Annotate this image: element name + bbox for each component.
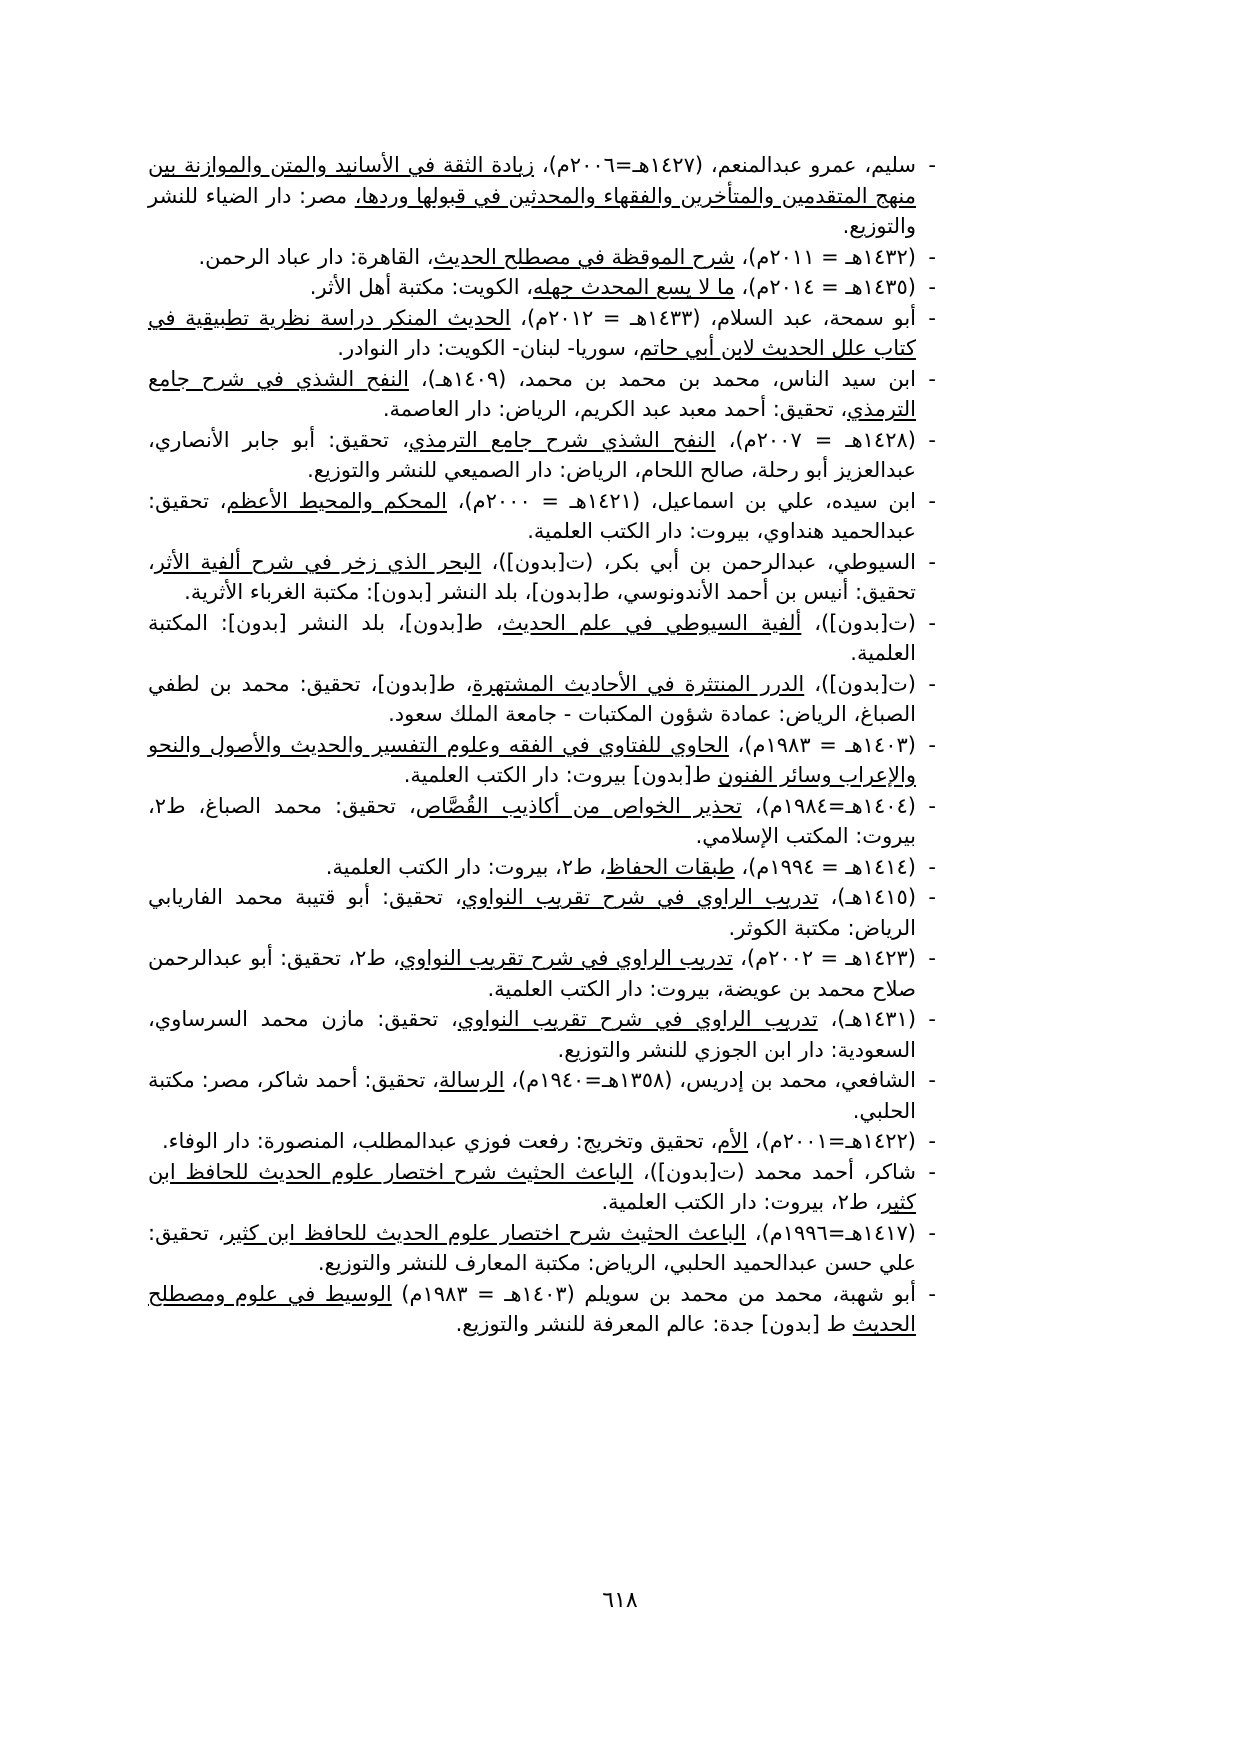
entry-dash: - bbox=[928, 1220, 936, 1245]
bibliography-entry bbox=[148, 730, 936, 791]
entry-text: ، ط٢، بيروت: دار الكتب العلمية. bbox=[325, 854, 606, 879]
entry-dash: - bbox=[928, 885, 936, 909]
entry-text: (١٤٣٢هـ = ٢٠١١م)، bbox=[734, 244, 916, 269]
bibliography-entry bbox=[148, 791, 936, 852]
entry-text: أبو شهبة، محمد من محمد بن سويلم (١٤٠٣هـ = ١٩٨٣م) bbox=[391, 1281, 916, 1306]
entry-text: ، ط[بدون]، بلد النشر [بدون]: المكتبة العلمية. bbox=[148, 610, 916, 665]
entry-text: (١٤٢٣هـ = ٢٠٠٢م)، bbox=[732, 946, 916, 970]
bibliography-entry bbox=[148, 1126, 936, 1157]
entry-dash: - bbox=[928, 427, 936, 452]
bibliography-entry bbox=[148, 1004, 936, 1065]
entry-dash: - bbox=[928, 1068, 936, 1092]
entry-title: الحاوي للفتاوي في الفقه وعلوم التفسير والحديث والأصول والنحو والإعراب وسائر الفنون bbox=[148, 732, 916, 787]
entry-title: النفح الشذي في شرح جامع الترمذي bbox=[148, 366, 916, 421]
bibliography-entry bbox=[148, 547, 936, 608]
bibliography-entry bbox=[148, 425, 936, 486]
entry-text: سليم، عمرو عبدالمنعم، (١٤٢٧هـ=٢٠٠٦م)، bbox=[534, 153, 916, 177]
entry-text: ، تحقيق: مازن محمد السرساوي، السعودية: دار ابن الجوزي للنشر والتوزيع. bbox=[148, 1007, 916, 1062]
entry-title: البحر الذي زخر في شرح ألفية الأثر bbox=[154, 549, 482, 574]
bibliography-entry bbox=[148, 303, 936, 364]
entry-text: ابن سيده، علي بن اسماعيل، (١٤٢١هـ = ٢٠٠٠م)، bbox=[447, 488, 916, 513]
entry-text: ط [بدون] جدة: عالم المعرفة للنشر والتوزيع. bbox=[455, 1312, 853, 1336]
entry-text: ، القاهرة: دار عباد الرحمن. bbox=[198, 244, 434, 269]
entry-title: الرسالة bbox=[438, 1068, 505, 1092]
entry-dash: - bbox=[928, 671, 936, 696]
entry-title: شرح الموقظة في مصطلح الحديث bbox=[433, 244, 735, 269]
entry-text: مصر: دار الضياء للنشر والتوزيع. bbox=[148, 183, 916, 238]
entry-title: المحكم والمحيط الأعظم bbox=[226, 488, 447, 513]
bibliography-entry bbox=[148, 150, 936, 242]
entry-text: ، الكويت: مكتبة أهل الأثر. bbox=[309, 275, 534, 299]
entry-text: ، تحقيق: علي حسن عبدالحميد الحلبي، الرياض: مكتبة المعارف للنشر والتوزيع. bbox=[148, 1220, 916, 1275]
bibliography-entry bbox=[148, 1065, 936, 1126]
entry-title: الأم bbox=[717, 1129, 749, 1153]
entry-text: (١٤٣١هـ)، bbox=[817, 1007, 917, 1031]
bibliography-entry bbox=[148, 943, 936, 1004]
entry-text: (١٤١٧هـ=١٩٩٦م)، bbox=[746, 1220, 916, 1245]
entry-text: ، تحقيق: أبو جابر الأنصاري، عبدالعزيز أبو رحلة، صالح اللحام، الرياض: دار الصميعي للنشر والتوزيع. bbox=[148, 427, 916, 482]
entry-text: ، تحقيق: عبدالحميد هنداوي، بيروت: دار الكتب العلمية. bbox=[148, 488, 916, 543]
entry-text: شاكر، أحمد محمد (ت[بدون])، bbox=[633, 1159, 916, 1184]
entry-dash: - bbox=[928, 946, 936, 970]
entry-text: (١٤٠٣هـ = ١٩٨٣م)، bbox=[728, 732, 916, 757]
entry-text: (١٤٢٨هـ = ٢٠٠٧م)، bbox=[715, 427, 916, 452]
entry-text: ، تحقيق: أحمد معبد عبد الكريم، الرياض: دار العاصمة. bbox=[382, 397, 848, 421]
entry-text: (١٤٢٢هـ=٢٠٠١م)، bbox=[748, 1129, 916, 1153]
entry-text: (١٤١٥هـ)، bbox=[818, 885, 917, 909]
entry-title: زيادة الثقة في الأسانيد والمتن والموازنة بين منهج المتقدمين والمتأخرين والفقهاء والمحدثين في قبولها وردها، bbox=[148, 153, 916, 208]
entry-title: طبقات الحفاظ bbox=[605, 854, 735, 879]
entry-text: ، ط٢، بيروت: دار الكتب العلمية. bbox=[601, 1190, 882, 1214]
entry-text: ط[بدون] بيروت: دار الكتب العلمية. bbox=[403, 763, 718, 787]
bibliography-entry bbox=[148, 486, 936, 547]
page-number: ٦١٨ bbox=[602, 1588, 638, 1613]
bibliography-entry bbox=[148, 669, 936, 730]
entry-text: ، ط[بدون]، تحقيق: محمد بن لطفي الصباغ، الرياض: عمادة شؤون المكتبات - جامعة الملك سعود. bbox=[148, 671, 916, 726]
entry-text: السيوطي، عبدالرحمن بن أبي بكر، (ت[بدون])، bbox=[481, 549, 916, 574]
entry-text: الشافعي، محمد بن إدريس، (١٣٥٨هـ=١٩٤٠م)، bbox=[504, 1068, 917, 1092]
entry-title: الباعث الحثيث شرح اختصار علوم الحديث للحافظ ابن كثير bbox=[224, 1220, 746, 1245]
entry-text: (١٤٣٥هـ = ٢٠١٤م)، bbox=[734, 275, 916, 299]
bibliography-entry bbox=[148, 1157, 936, 1218]
entry-text: (ت[بدون])، bbox=[801, 610, 916, 635]
entry-text: ، تحقيق: أبو قتيبة محمد الفاريابي الرياض: مكتبة الكوثر. bbox=[148, 885, 916, 940]
entry-dash: - bbox=[928, 244, 936, 269]
entry-text: أبو سمحة، عبد السلام، (١٤٣٣هـ = ٢٠١٢م)، bbox=[510, 305, 917, 330]
bibliography-entry bbox=[148, 1218, 936, 1279]
entry-text: ، ط٢، تحقيق: أبو عبدالرحمن صلاح محمد بن عويضة، بيروت: دار الكتب العلمية. bbox=[148, 946, 916, 1001]
entry-dash: - bbox=[928, 366, 936, 391]
entry-text: ابن سيد الناس، محمد بن محمد بن محمد، (١٤٠٩هـ)، bbox=[408, 366, 916, 391]
entry-title: تدريب الراوي في شرح تقريب النواوي bbox=[461, 885, 819, 909]
entry-text: (ت[بدون])، bbox=[804, 671, 916, 696]
entry-dash: - bbox=[928, 732, 936, 757]
entry-dash: - bbox=[928, 610, 936, 635]
bibliography-list bbox=[148, 150, 936, 1340]
entry-title: ألفية السيوطي في علم الحديث bbox=[502, 610, 802, 635]
entry-dash: - bbox=[928, 1129, 936, 1153]
entry-text: ، تحقيق: أحمد شاكر، مصر: مكتبة الحلبي. bbox=[148, 1068, 916, 1123]
entry-title: الوسيط في علوم ومصطلح الحديث bbox=[148, 1281, 916, 1336]
entry-dash: - bbox=[928, 153, 936, 177]
entry-dash: - bbox=[928, 1281, 936, 1306]
bibliography-entry bbox=[148, 1279, 936, 1340]
entry-text: (١٤٠٤هـ=١٩٨٤م)، bbox=[741, 793, 916, 818]
entry-text: ، تحقيق وتخريج: رفعت فوزي عبدالمطلب، المنصورة: دار الوفاء. bbox=[161, 1129, 718, 1153]
entry-dash: - bbox=[928, 793, 936, 818]
entry-title: تحذير الخواص من أكاذيب القُصَّاص bbox=[415, 793, 742, 818]
entry-dash: - bbox=[928, 305, 936, 330]
entry-text: ، تحقيق: محمد الصباغ، ط٢، بيروت: المكتب الإسلامي. bbox=[148, 793, 916, 848]
bibliography-entry bbox=[148, 608, 936, 669]
entry-title: الباعث الحثيث شرح اختصار علوم الحديث للحافظ ابن كثير bbox=[148, 1159, 916, 1214]
entry-title: تدريب الراوي في شرح تقريب النواوي bbox=[399, 946, 733, 970]
bibliography-entry bbox=[148, 242, 936, 273]
entry-title: الدرر المنتثرة في الأحاديث المشتهرة bbox=[472, 671, 805, 696]
entry-title: ما لا يسع المحدث جهله bbox=[533, 275, 735, 299]
entry-title: النفح الشذي شرح جامع الترمذي bbox=[408, 427, 716, 452]
bibliography-entry bbox=[148, 364, 936, 425]
entry-dash: - bbox=[928, 275, 936, 299]
entry-title: تدريب الراوي في شرح تقريب النواوي bbox=[457, 1007, 818, 1031]
entry-text: ، سوريا- لبنان- الكويت: دار النوادر. bbox=[337, 336, 640, 360]
bibliography-entry bbox=[148, 272, 936, 303]
entry-dash: - bbox=[928, 854, 936, 879]
entry-dash: - bbox=[928, 549, 936, 574]
entry-dash: - bbox=[928, 488, 936, 513]
entry-text: ، تحقيق: أنيس بن أحمد الأندونوسي، ط[بدون]، بلد النشر [بدون]: مكتبة الغرباء الأثرية. bbox=[148, 549, 916, 604]
entry-dash: - bbox=[928, 1159, 936, 1184]
bibliography-entry bbox=[148, 882, 936, 943]
entry-title: الحديث المنكر دراسة نظرية تطبيقية في كتاب علل الحديث لابن أبي حاتم bbox=[148, 305, 916, 360]
entry-text: (١٤١٤هـ = ١٩٩٤م)، bbox=[734, 854, 916, 879]
entry-dash: - bbox=[928, 1007, 936, 1031]
bibliography-entry bbox=[148, 852, 936, 883]
